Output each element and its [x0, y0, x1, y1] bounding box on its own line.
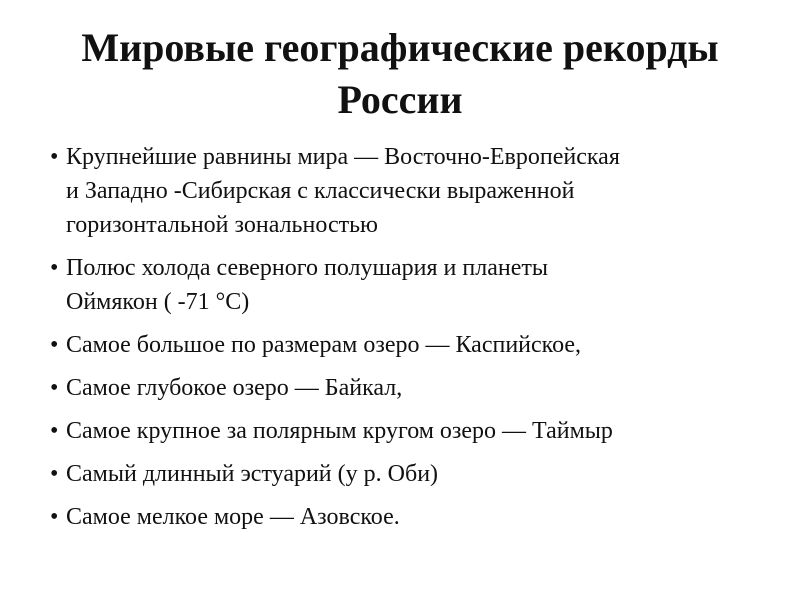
item-line: Полюс холода северного полушария и планеты [66, 255, 548, 281]
bullet-icon: • [50, 504, 59, 530]
list-item [40, 251, 790, 319]
item-line: Самое мелкое море — Азовское. [66, 504, 400, 530]
bullet-icon: • [50, 332, 59, 358]
list-item [40, 414, 790, 448]
list-item [40, 457, 790, 491]
bullet-icon: • [50, 461, 59, 487]
bullet-icon: • [50, 418, 59, 444]
item-line: Самый длинный эстуарий (у р. Оби) [66, 461, 439, 487]
list-item [40, 500, 790, 534]
item-line: Оймякон ( -71 °С) [66, 289, 250, 315]
item-line: и Западно -Сибирская с классически выраженной [66, 178, 575, 204]
list-item [40, 140, 790, 242]
list-item [40, 328, 790, 362]
bullet-icon: • [50, 375, 59, 401]
bullet-icon: • [50, 144, 59, 170]
bullet-list [40, 140, 790, 543]
item-line: Самое крупное за полярным кругом озеро — Таймыр [66, 418, 613, 444]
title-line-1: Мировые географические рекорды [81, 25, 719, 70]
item-line: горизонтальной зональностью [66, 212, 378, 238]
slide-title [0, 22, 800, 126]
list-item [40, 371, 790, 405]
item-line: Самое глубокое озеро — Байкал, [66, 375, 403, 401]
item-line: Крупнейшие равнины мира — Восточно-Европейская [66, 144, 620, 170]
item-line: Самое большое по размерам озеро — Каспийское, [66, 332, 582, 358]
bullet-icon: • [50, 255, 59, 281]
title-line-2: России [337, 77, 463, 122]
